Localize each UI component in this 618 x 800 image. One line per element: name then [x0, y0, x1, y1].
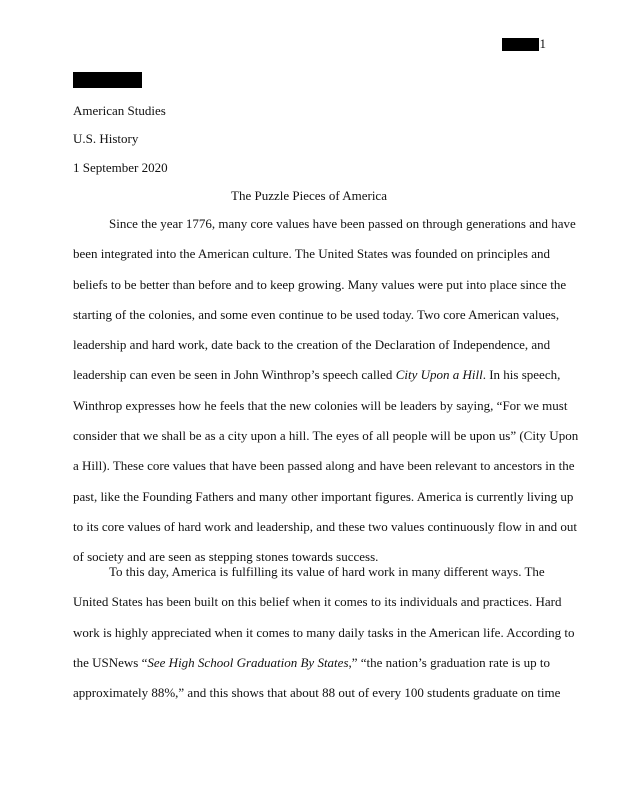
- paragraph-line: past, like the Founding Fathers and many other important figures. America is currently living up: [73, 488, 574, 504]
- article-title: See High School Graduation By States: [147, 654, 349, 670]
- paragraph-line: to its core values of hard work and leadership, and these two values continuously flow in and out: [73, 518, 577, 534]
- paragraph-line: approximately 88%,” and this shows that about 88 out of every 100 students graduate on time: [73, 685, 561, 701]
- text-span: the USNews “: [73, 654, 148, 670]
- heading-subject: U.S. History: [73, 131, 139, 146]
- paragraph-line: starting of the colonies, and some even continue to be used today. Two core American values,: [73, 306, 560, 322]
- heading-course: American Studies: [73, 103, 166, 118]
- paragraph-line: To this day, America is fulfilling its value of hard work in many different ways. The: [109, 564, 545, 579]
- paragraph-line: [73, 367, 561, 397]
- paragraph-line: [73, 655, 549, 685]
- paragraph-2: [73, 564, 575, 715]
- paragraph-line: Winthrop expresses how he feels that the new colonies will be leaders by saying, “For we must: [73, 397, 568, 413]
- paragraph-line: consider that we shall be as a city upon a hill. The eyes of all people will be upon us” (City Upon: [73, 428, 579, 444]
- page-number: 1: [539, 36, 546, 51]
- text-span: ,” “the nation’s graduation rate is up to: [348, 654, 550, 670]
- paragraph-line: leadership and hard work, date back to the creation of the Declaration of Independence, and: [73, 337, 551, 353]
- text-span: leadership can even be seen in John Winthrop’s speech called: [73, 367, 396, 383]
- paragraph-line: been integrated into the American culture. The United States was founded on principles and: [73, 246, 551, 262]
- redacted-author-name: [73, 72, 142, 88]
- paragraph-line: of society and are seen as stepping stones towards success.: [73, 549, 379, 565]
- paragraph-line: United States has been built on this belief when it comes to its individuals and practices. Hard: [73, 594, 562, 610]
- paragraph-line: work is highly appreciated when it comes to many daily tasks in the American life. According to: [73, 624, 575, 640]
- paragraph-line: Since the year 1776, many core values have been passed on through generations and have: [109, 216, 576, 231]
- speech-title: City Upon a Hill: [395, 367, 483, 383]
- paragraph-line: a Hill). These core values that have been passed along and have been relevant to ancestors in the: [73, 458, 575, 474]
- essay-title: The Puzzle Pieces of America: [231, 188, 387, 203]
- heading-date: 1 September 2020: [73, 160, 168, 175]
- text-span: . In his speech,: [482, 367, 561, 383]
- running-header: [502, 36, 547, 52]
- paragraph-line: beliefs to be better than before and to keep growing. Many values were put into place since the: [73, 276, 567, 292]
- paragraph-1: [73, 216, 579, 580]
- redacted-surname: [502, 38, 539, 51]
